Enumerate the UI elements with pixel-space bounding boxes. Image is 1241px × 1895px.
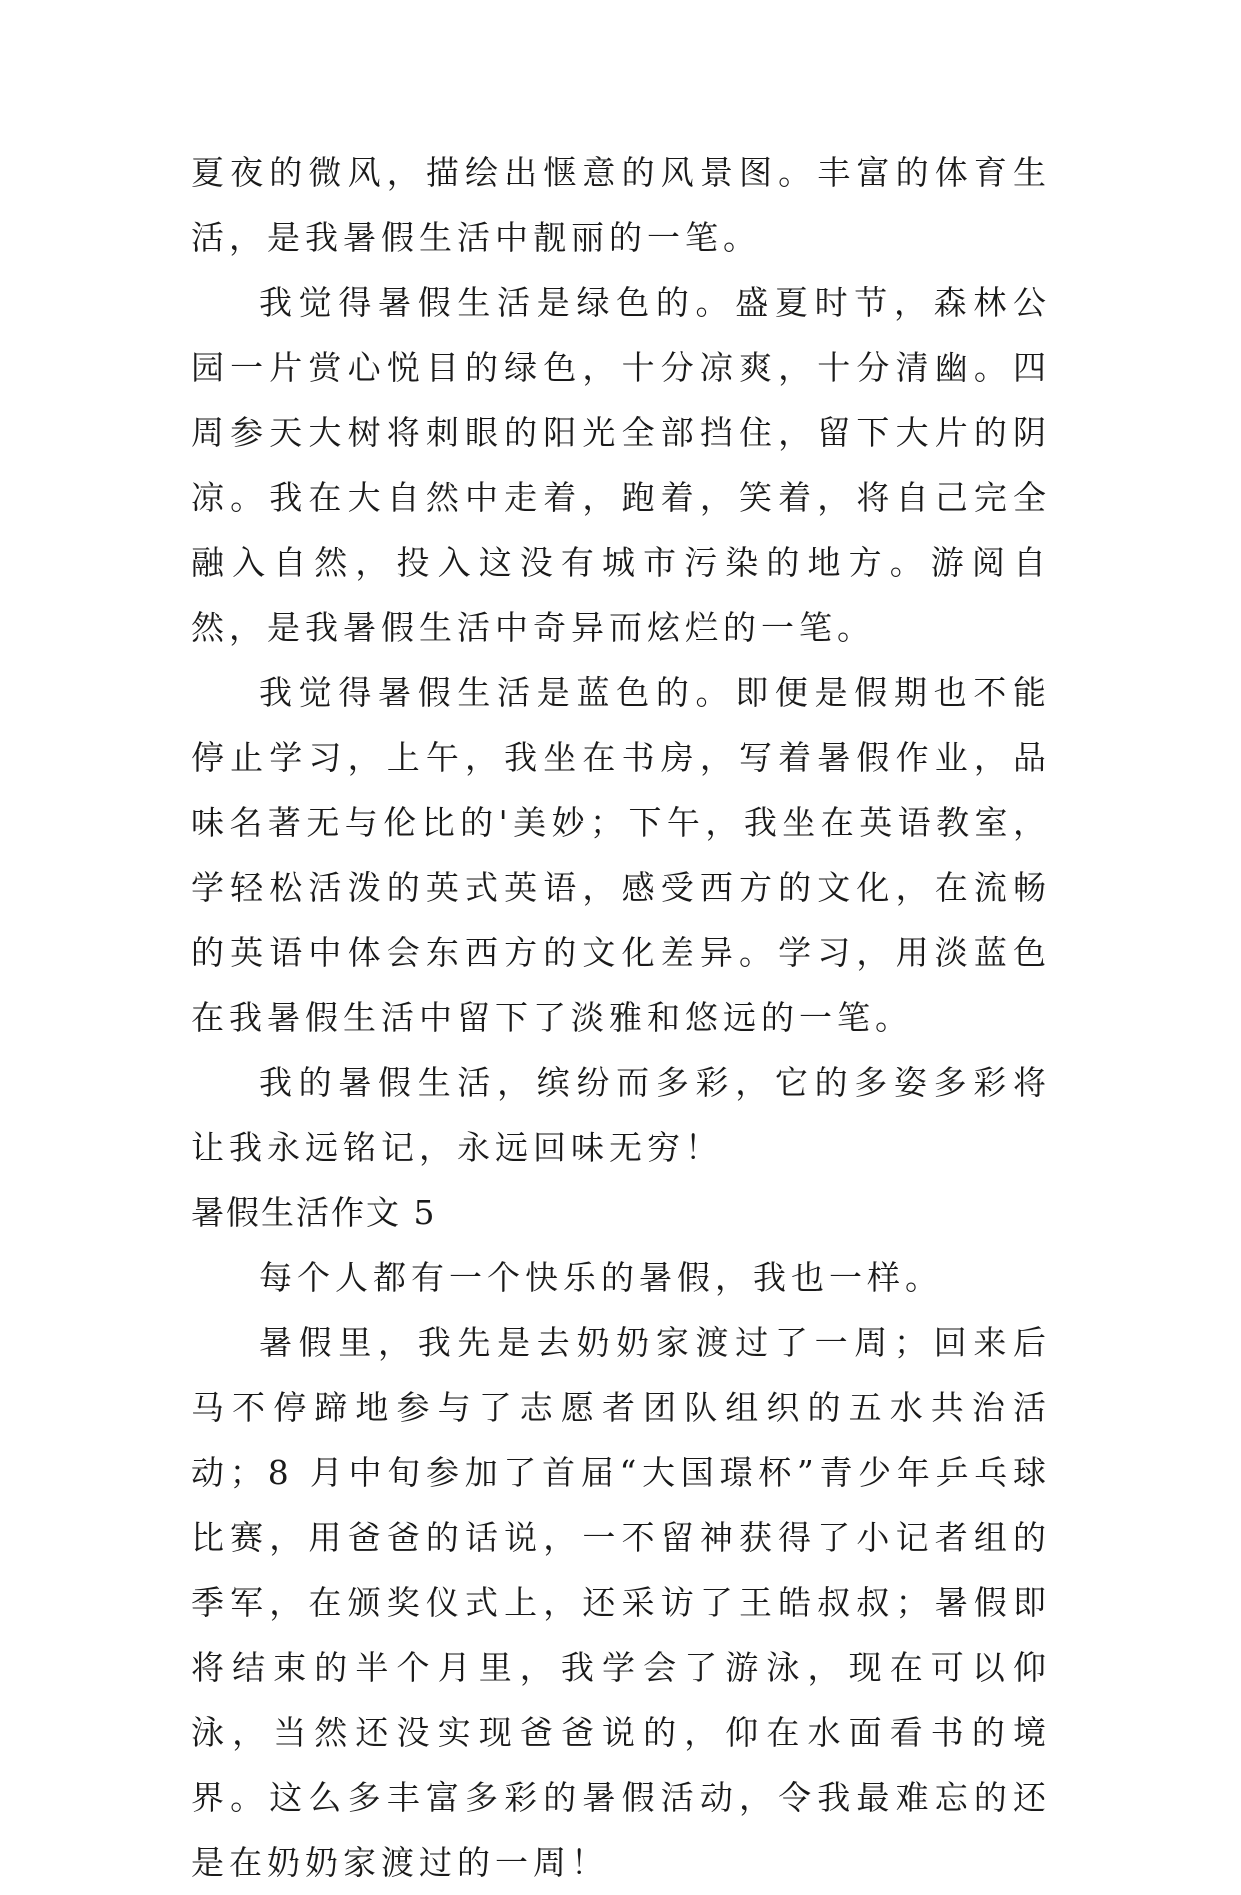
continuation-paragraph: 夏夜的微风，描绘出惬意的风景图。丰富的体育生活，是我暑假生活中靓丽的一笔。 — [191, 153, 1051, 257]
conclusion-paragraph: 我的暑假生活，缤纷而多彩，它的多姿多彩将让我永远铭记，永远回味无穷！ — [191, 1063, 1051, 1167]
essay-5-title: 暑假生活作文 5 — [191, 1193, 437, 1232]
document-body — [191, 140, 1051, 1895]
green-summer-paragraph: 我觉得暑假生活是绿色的。盛夏时节，森林公园一片赏心悦目的绿色，十分凉爽，十分清幽。四周参天大树将刺眼的阳光全部挡住，留下大片的阴凉。我在大自然中走着，跑着，笑着，将自己完全融入自然，投入这没有城市污染的地方。游阅自然，是我暑假生活中奇异而炫烂的一笔。 — [191, 283, 1051, 647]
blue-summer-paragraph: 我觉得暑假生活是蓝色的。即便是假期也不能停止学习，上午，我坐在书房，写着暑假作业，品味名著无与伦比的'美妙；下午，我坐在英语教室，学轻松活泼的英式英语，感受西方的文化，在流畅的英语中体会东西方的文化差异。学习，用淡蓝色在我暑假生活中留下了淡雅和悠远的一笔。 — [191, 673, 1051, 1037]
essay-5-body-paragraph: 暑假里，我先是去奶奶家渡过了一周；回来后马不停蹄地参与了志愿者团队组织的五水共治活动；8 月中旬参加了首届“大国璟杯”青少年乒乓球比赛，用爸爸的话说，一不留神获得了小记者组的季军，在颁奖仪式上，还采访了王皓叔叔；暑假即将结束的半个月里，我学会了游泳，现在可以仰泳，当然还没实现爸爸说的，仰在水面看书的境界。这么多丰富多彩的暑假活动，令我最难忘的还是在奶奶家渡过的一周！ — [191, 1323, 1051, 1882]
essay-5-intro-paragraph: 每个人都有一个快乐的暑假，我也一样。 — [259, 1258, 943, 1297]
